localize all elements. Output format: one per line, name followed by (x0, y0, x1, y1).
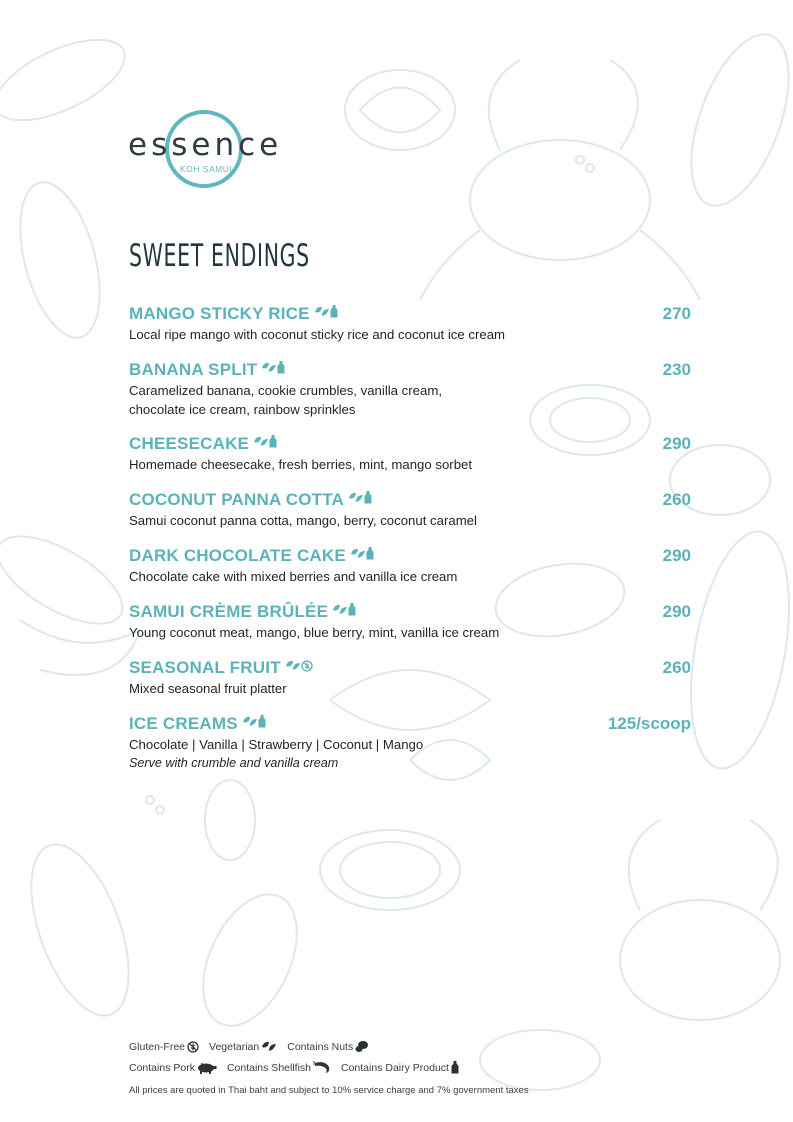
section-title: SWEET ENDINGS (129, 238, 310, 274)
menu-item (129, 359, 691, 419)
menu-item-description: Homemade cheesecake, fresh berries, mint, mango sorbet (129, 457, 473, 472)
menu-item-name: MANGO STICKY RICE (129, 304, 310, 323)
gluten-free-icon (301, 657, 313, 674)
menu-item-price: 125/scoop (607, 714, 691, 733)
menu-item-header (129, 489, 691, 511)
legend-label: Gluten-Free (129, 1040, 186, 1053)
menu-item-description: Caramelized banana, cookie crumbles, vanilla cream, (129, 383, 442, 398)
legend-label: Contains Shellfish (226, 1061, 311, 1074)
menu-item-name: SAMUI CRÈME BRÛLÉE (129, 602, 329, 621)
menu-item (129, 657, 691, 698)
brand-name: essence (128, 127, 283, 163)
dairy-icon (330, 303, 338, 320)
menu-item (129, 601, 691, 642)
menu-item (129, 303, 691, 344)
dietary-icons (350, 545, 374, 567)
menu-item-description: Young coconut meat, mango, blue berry, mint, vanilla ice cream (129, 625, 500, 640)
vegetarian-icon (259, 1040, 277, 1052)
legend-label: Vegetarian (209, 1040, 260, 1053)
menu-item-header (129, 657, 691, 679)
menu-item (129, 433, 691, 474)
menu-item-name: DARK CHOCOLATE CAKE (129, 546, 346, 565)
dietary-icons (242, 713, 266, 735)
menu-item-price: 260 (662, 658, 691, 677)
vegetarian-icon (348, 489, 364, 506)
dietary-icons (314, 303, 338, 325)
legend-row-2 (129, 1061, 459, 1074)
pig-icon (195, 1061, 217, 1073)
price-footnote: All prices are quoted in Thai baht and subject to 10% service charge and 7% government taxes (129, 1085, 529, 1096)
vegetarian-icon (350, 545, 366, 562)
dairy-icon (366, 545, 374, 562)
gluten-free-icon (185, 1040, 199, 1052)
legend-label: Contains Nuts (287, 1040, 354, 1053)
menu-item-header (129, 359, 691, 381)
menu-item-description: Chocolate cake with mixed berries and vanilla ice cream (129, 569, 458, 584)
menu-item-description: Mixed seasonal fruit platter (129, 681, 287, 696)
vegetarian-icon (314, 303, 330, 320)
menu-item-description: chocolate ice cream, rainbow sprinkles (129, 402, 356, 417)
dietary-icons (253, 433, 277, 455)
menu-item-price: 270 (662, 304, 691, 323)
menu-item-name: COCONUT PANNA COTTA (129, 490, 345, 509)
menu-item-name: BANANA SPLIT (129, 360, 258, 379)
legend-label: Contains Dairy Product (341, 1061, 449, 1074)
menu-item-price: 230 (662, 360, 691, 379)
menu-item-header (129, 303, 691, 325)
vegetarian-icon (253, 433, 269, 450)
menu-item-description: Local ripe mango with coconut sticky rice and coconut ice cream (129, 327, 506, 342)
menu-item-price: 260 (662, 490, 691, 509)
menu-item-price: 290 (662, 602, 691, 621)
dietary-icons (348, 489, 372, 511)
legend-row-1 (129, 1040, 369, 1053)
menu-item (129, 545, 691, 586)
dairy-icon (258, 713, 266, 730)
menu-item-header (129, 433, 691, 455)
menu-item-description: Samui coconut panna cotta, mango, berry, coconut caramel (129, 513, 477, 528)
menu-item (129, 713, 691, 773)
menu-item-header (129, 713, 691, 735)
menu-item-header (129, 601, 691, 623)
vegetarian-icon (261, 359, 277, 376)
dietary-icons (261, 359, 285, 381)
dairy-icon (277, 359, 285, 376)
menu-item-description: Chocolate | Vanilla | Strawberry | Coconut | Mango (129, 737, 424, 752)
menu-item-note: Serve with crumble and vanilla cream (129, 756, 339, 770)
brand-location: KOH SAMUI (180, 164, 233, 174)
vegetarian-icon (332, 601, 348, 618)
dairy-icon (364, 489, 372, 506)
dietary-icons (332, 601, 356, 623)
menu-item-price: 290 (662, 546, 691, 565)
shrimp-icon (311, 1061, 331, 1074)
menu-item-name: CHEESECAKE (129, 434, 250, 453)
vegetarian-icon (242, 713, 258, 730)
dairy-icon (269, 433, 277, 450)
menu-item-header (129, 545, 691, 567)
dairy-icon (449, 1061, 459, 1074)
dairy-icon (348, 601, 356, 618)
menu-item-name: ICE CREAMS (129, 714, 238, 733)
dietary-icons (285, 657, 313, 679)
menu-item-name: SEASONAL FRUIT (129, 658, 281, 677)
menu-item-price: 290 (662, 434, 691, 453)
legend-label: Contains Pork (129, 1061, 195, 1074)
brand-logo (128, 108, 288, 194)
vegetarian-icon (285, 657, 301, 674)
menu-item (129, 489, 691, 530)
nut-icon (353, 1040, 369, 1053)
